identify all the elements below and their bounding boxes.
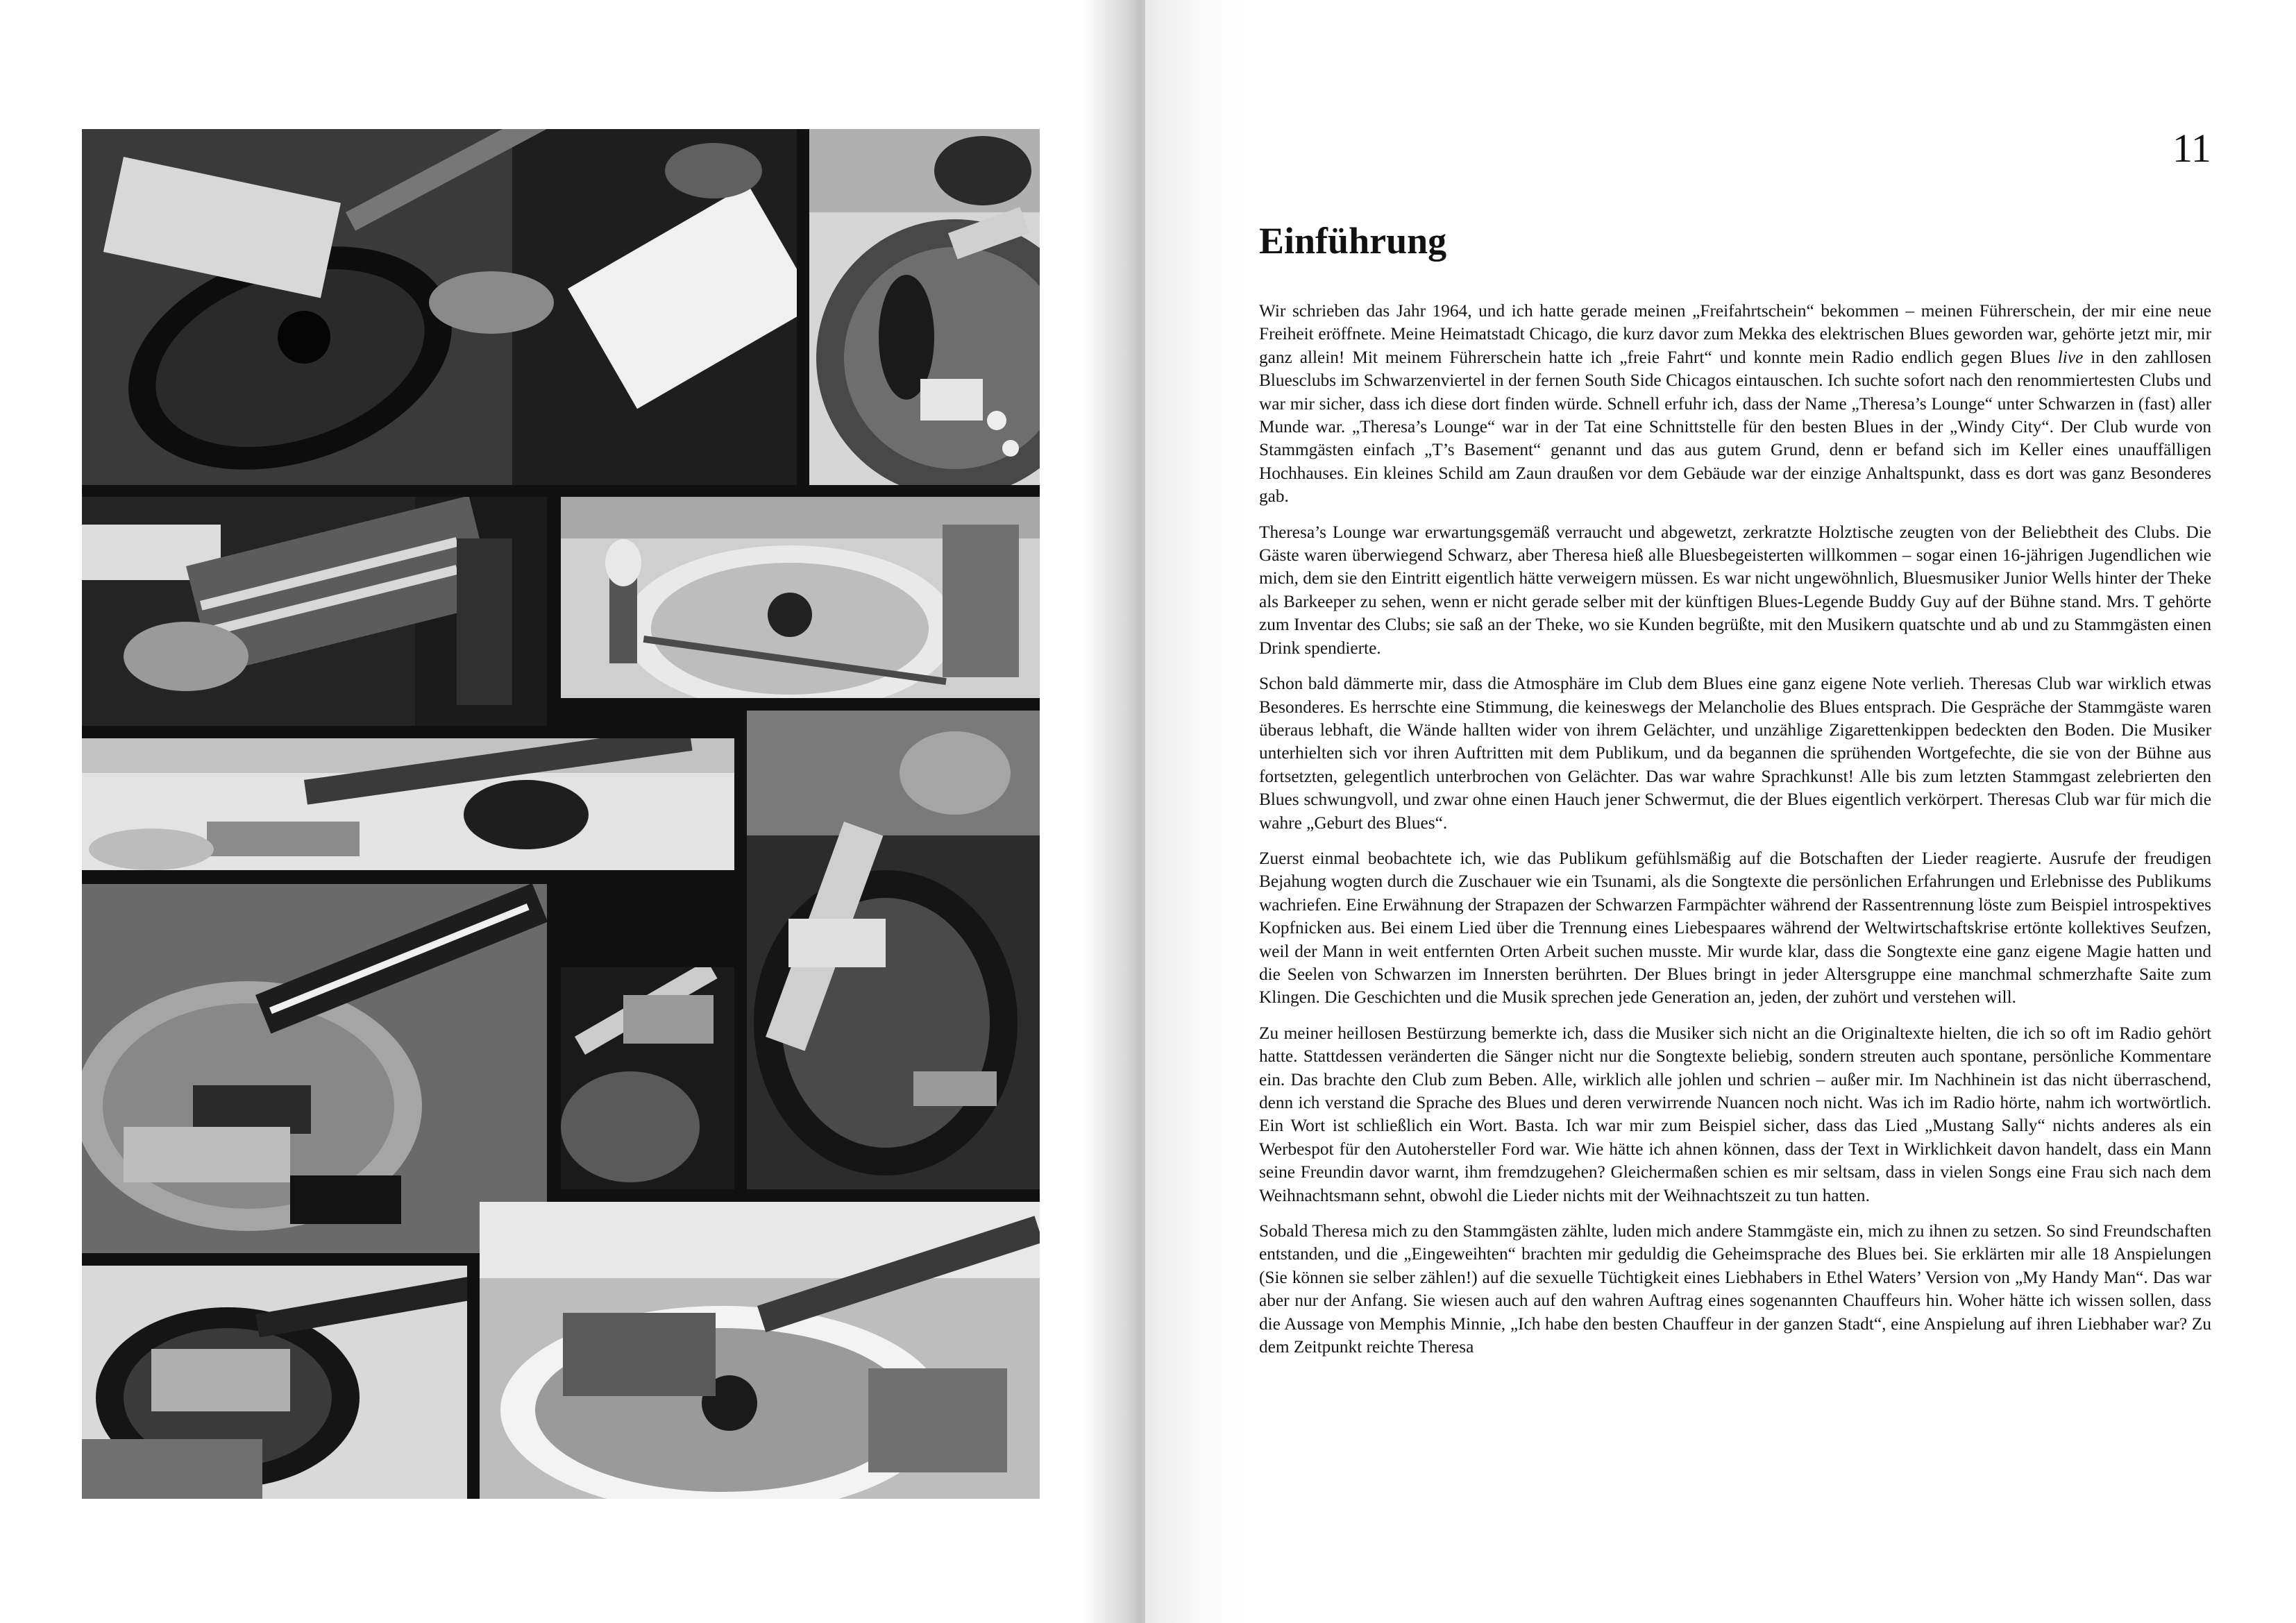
photo-guitarist-6 [747,711,1040,1189]
page-number: 11 [2172,126,2211,171]
chapter-body [1259,300,2211,1371]
paragraph-3: Schon bald dämmerte mir, dass die Atmosphäre im Club dem Blues eine ganz eigene Note verlieh. Theresas Club war wirklich etwas Besonderes. Es herrschte eine Stimmung, die keineswegs der Melancholie des Blues entsprach. Die Gespräche der Stammgäste waren überaus lebhaft, die Wände hallten wider von ihrem Gelächter, und unzählige Zigarettenkippen bedeckten den Boden. Die Musiker unterhielten sich vor ihren Auftritten mit dem Publikum, und da begannen die sprühenden Wortgefechte, die sie von der Bühne aus fortsetzten, gelegentlich unterbrochen von Gelächter. Das war wahre Sprachkunst! Alle bis zum letzten Stammgast zelebrierten den Blues schwungvoll, und zwar ohne einen Hauch jener Schwermut, die der Blues eigentlich verkörpert. Theresas Club war für mich die wahre „Geburt des Blues“. [1259,674,2211,833]
photo-guitarist-10 [480,1202,1040,1499]
chapter-title: Einführung [1259,220,1447,262]
paragraph-5: Zu meiner heillosen Bestürzung bemerkte ich, dass die Musiker sich nicht an die Originaltexte hielten, die ich so oft im Radio gehört hatte. Stattdessen veränderten die Sänger nicht nur die Songtexte beliebig, sondern streuten auch spontane, persönliche Kommentare ein. Das brachte den Club zum Beben. Alle, wirklich alle johlen und schrien – außer mir. Im Nachhinein ist das nicht überraschend, denn ich verstand die Sprache des Blues und deren verwirrende Nuancen noch nicht. Was ich im Radio hörte, nahm ich wortwörtlich. Ein Wort ist schließlich ein Wort. Basta. Ich war mir zum Beispiel sicher, dass das Lied „Mustang Sally“ nichts anderes als ein Werbespot für den Autohersteller Ford war. Wie hätte ich ahnen können, dass der Text in Wirklichkeit davon handelt, dass ein Mann seine Freundin davor warnt, ihm fremdzugehen? Gleichermaßen schien es mir seltsam, dass in vielen Songs eine Frau sich nach dem Weihnachtsmann sehnt, obwohl die Lieder nichts mit der Weihnachtszeit zu tun hatten. [1259,1023,2211,1205]
photo-guitarist-8 [561,967,734,1189]
photo-guitarist-9 [82,1266,467,1499]
photo-guitarist-1 [82,129,797,485]
paragraph-2: Theresa’s Lounge war erwartungsgemäß verraucht und abgewetzt, zerkratzte Holztische zeugten von der Beliebtheit des Clubs. Die Gäste waren überwiegend Schwarz, aber Theresa hieß alle Bluesbegeisterten willkommen – sogar einen 16-jährigen Jugendlichen wie mich, dem sie den Eintritt eigentlich hätte verweigern müssen. Es war nicht ungewöhnlich, Bluesmusiker Junior Wells hinter der Theke als Barkeeper zu sehen, wenn er nicht gerade selber mit der künftigen Blues-Legende Buddy Guy auf der Bühne stand. Mrs. T gehörte zum Inventar des Clubs; sie saß an der Theke, wo sie Kunden begrüßte, mit den Musikern quatschte und ab und zu Stammgästen einen Drink spendierte. [1259,522,2211,658]
photo-guitarist-4 [561,497,1040,698]
photo-guitarist-3 [82,497,547,726]
paragraph-1-italic-word: live [2057,347,2084,367]
paragraph-4: Zuerst einmal beobachtete ich, wie das Publikum gefühlsmäßig auf die Botschaften der Lieder reagierte. Ausrufe der freudigen Bejahung wogten durch die Zuschauer wie ein Tsunami, als die Songtexte die persönlichen Erfahrungen und Erlebnisse des Publikums wachriefen. Eine Erwähnung der Strapazen der Schwarzen Farmpächter während der Rassentrennung löste zum Beispiel introspektives Kopfnicken aus. Bei einem Lied über die Trennung eines Liebespaares während der Weltwirtschaftskrise ertönte kollektives Seufzen, weil der Mann in weit entfernten Orten Arbeit suchen musste. Mir wurde klar, dass die Songtexte eine ganz eigene Magie hatten und die Seelen von Schwarzen im Innersten berührten. Der Blues bringt in jeder Altersgruppe eine manchmal schmerzhafte Saite zum Klingen. Die Geschichten und die Musik sprechen jede Generation an, jeden, der zuhört und verstehen will. [1259,848,2211,1008]
photo-guitarist-5 [82,738,734,870]
left-page [0,0,1124,1623]
paragraph-6: Sobald Theresa mich zu den Stammgästen zählte, luden mich andere Stammgäste ein, mich zu ihnen zu setzen. So sind Freundschaften entstanden, und die „Eingeweihten“ brachten mir geduldig die Geheimsprache des Blues bei. Sie erklärten mir alle 18 Anspielungen (Sie können sie selber zählen!) auf die sexuelle Tüchtigkeit eines Liebhabers in Ethel Waters’ Version von „My Handy Man“. Das war aber nur der Anfang. Sie wiesen auch auf den wahren Auftrag eines sogenannten Chauffeurs hin. Woher hätte ich wissen sollen, dass die Aussage von Memphis Minnie, „Ich habe den besten Chauffeur in der ganzen Stadt“, eine Anspielung auf ihren Liebhaber war? Zu dem Zeitpunkt reichte Theresa [1259,1221,2211,1357]
photo-guitarist-2 [809,129,1040,485]
paragraph-1-part-a: Wir schrieben das Jahr 1964, und ich hatte gerade meinen „Freifahrtschein“ bekommen – meinen Führerschein, der mir eine neue Freiheit eröffnete. Meine Heimatstadt Chicago, die kurz davor zum Mekka des elektrischen Blues geworden war, gehörte jetzt mir, mir ganz allein! Mit meinem Führerschein hatte ich „freie Fahrt“ und konnte mein Radio endlich gegen Blues [1259,301,2211,367]
photo-guitarist-7 [82,884,547,1253]
paragraph-1-part-b: in den zahllosen Bluesclubs im Schwarzenviertel in der fernen South Side Chicagos eintauschen. Ich suchte sofort nach den renommiertesten Clubs und war mir sicher, dass ich diese dort finden würde. Schnell erfuhr ich, dass der Name „Theresa’s Lounge“ unter Schwarzen in (fast) aller Munde war. „Theresa’s Lounge“ war in der Tat eine Schnittstelle für den besten Blues in der „Windy City“. Der Club wurde von Stammgästen einfach „T’s Basement“ genannt und das aus gutem Grund, denn er befand sich im Keller eines unauffälligen Hochhauses. Ein kleines Schild am Zaun draußen vor dem Gebäude war der einzige Anhaltspunkt, dass es dort was ganz Besonderes gab. [1259,347,2211,507]
guitarist-photo-collage [82,129,1040,1499]
paragraph-1 [1259,300,2211,509]
